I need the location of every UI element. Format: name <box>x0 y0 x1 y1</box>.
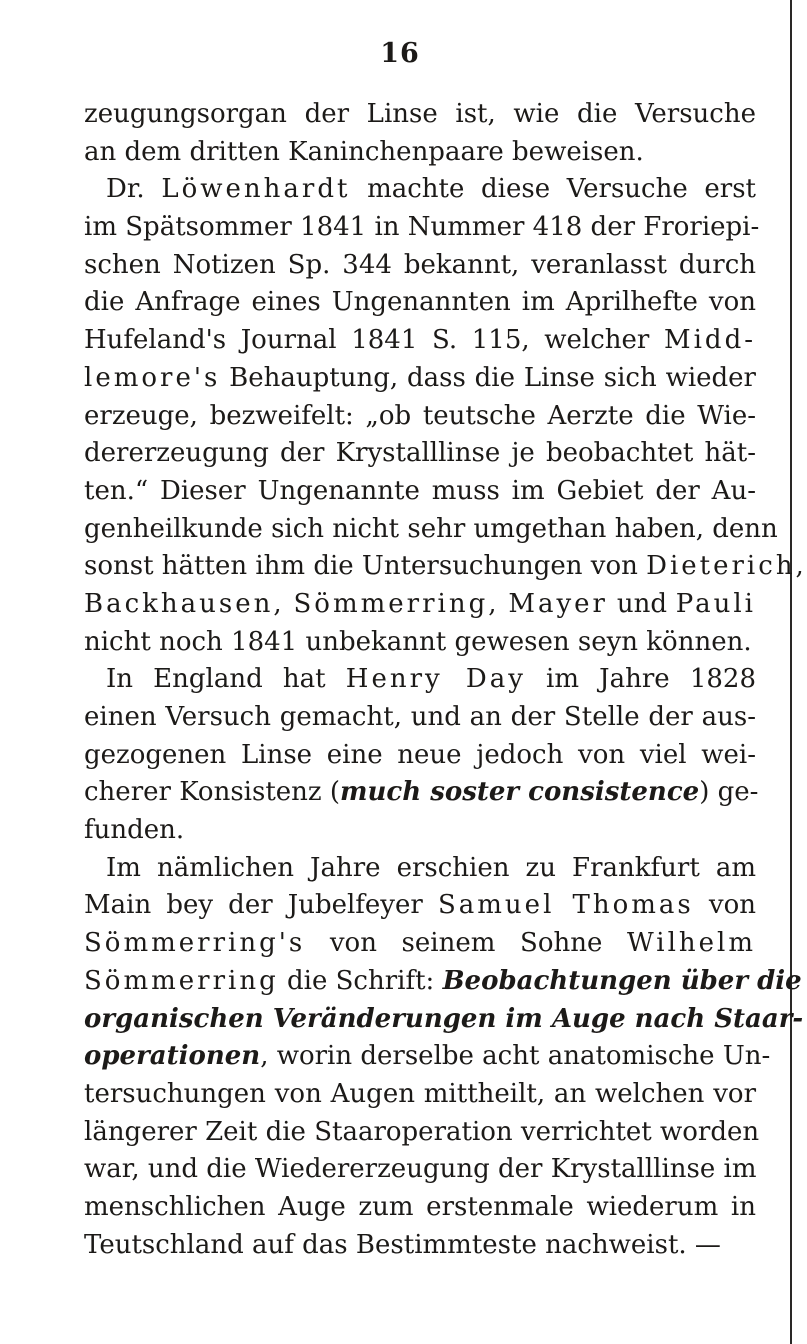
text-line <box>84 1038 771 1076</box>
text-run: In England hat <box>106 664 346 695</box>
text-run: von seinem Sohne <box>305 928 627 959</box>
text-line <box>84 925 756 963</box>
text-line <box>84 661 756 699</box>
text-line: im Spätsommer 1841 in Nummer 418 der Froriepi- <box>84 212 760 243</box>
text-line <box>84 887 756 925</box>
text-line <box>84 548 807 586</box>
text-run: cherer Konsistenz ( <box>84 777 341 808</box>
spaced-name: lemore's <box>84 362 221 393</box>
text-line: menschlichen Auge zum erstenmale wiederum in <box>84 1191 756 1222</box>
page-number: 16 <box>380 38 420 69</box>
text-line <box>84 963 802 1001</box>
page-edge-line <box>790 0 792 1344</box>
spaced-name: Midd- <box>663 325 756 356</box>
text-line <box>84 586 756 624</box>
text-line: ten.“ Dieser Ungenannte muss im Gebiet der Au- <box>84 475 756 506</box>
spaced-name: Dieterich, <box>646 551 807 582</box>
text-line: Teutschland auf das Bestimmteste nachweist. — <box>84 1229 721 1260</box>
text-line: erzeuge, bezweifelt: „ob teutsche Aerzte die Wie- <box>84 400 756 431</box>
text-run: von <box>693 890 756 921</box>
spaced-name: Wilhelm <box>627 928 756 959</box>
text-run: im Jahre 1828 <box>525 664 756 695</box>
spaced-name: Samuel Thomas <box>437 890 694 921</box>
spaced-name: Sömmerring <box>84 965 279 996</box>
spaced-name: Backhausen, <box>84 588 285 619</box>
text-line <box>84 360 756 398</box>
text-line: genheilkunde sich nicht sehr umgethan haben, denn <box>84 513 778 544</box>
text-run: ) ge- <box>699 777 759 808</box>
text-line <box>84 171 756 209</box>
text-line: die Anfrage eines Ungenannten im Aprilhefte von <box>84 287 756 318</box>
spaced-name: Mayer <box>508 588 608 619</box>
text-line: einen Versuch gemacht, und an der Stelle der aus- <box>84 702 756 732</box>
text-run: Hufeland's Journal 1841 S. 115, welcher <box>84 325 664 356</box>
text-line: Im nämlichen Jahre erschien zu Frankfurt am <box>106 852 756 883</box>
text-line: gezogenen Linse eine neue jedoch von viel wei- <box>84 739 756 770</box>
text-line <box>84 322 756 360</box>
text-line: tersuchungen von Augen mittheilt, an welchen vor <box>84 1078 756 1109</box>
italic-title: operationen <box>84 1041 261 1072</box>
text-line: funden. <box>84 815 185 846</box>
spaced-name: Henry Day <box>345 664 526 695</box>
spaced-name: Löwenhardt <box>161 174 351 205</box>
text-run: , worin derselbe acht anatomische Un- <box>260 1041 771 1072</box>
spaced-name: Sömmerring's <box>84 928 306 959</box>
text-line: nicht noch 1841 unbekannt gewesen seyn können. <box>84 626 752 657</box>
text-run: und <box>607 588 676 619</box>
text-line <box>84 774 759 812</box>
text-line <box>84 1001 804 1039</box>
text-line: zeugungsorgan der Linse ist, wie die Versuche <box>84 99 756 129</box>
italic-title: organischen Veränderungen im Auge nach Staar- <box>84 1003 804 1034</box>
text-run: sonst hätten ihm die Untersuchungen von <box>84 551 647 582</box>
spaced-name: Sömmerring, <box>293 588 500 619</box>
text-run <box>285 589 294 619</box>
italic-title: much soster consistence <box>340 777 700 808</box>
text-run: Dr. <box>106 174 162 205</box>
text-run: machte diese Versuche erst <box>350 174 756 205</box>
text-run: Behauptung, dass die Linse sich wieder <box>220 362 756 393</box>
text-line: längerer Zeit die Staaroperation verrichtet worden <box>84 1116 760 1147</box>
text-run: die Schrift: <box>278 965 443 996</box>
text-line: war, und die Wiedererzeugung der Krystalllinse im <box>84 1154 757 1185</box>
text-run: Main bey der Jubelfeyer <box>84 890 438 921</box>
text-line: schen Notizen Sp. 344 bekannt, veranlasst durch <box>84 249 756 280</box>
body-text <box>84 96 807 1264</box>
spaced-name: Pauli <box>675 588 756 619</box>
italic-title: Beobachtungen über die <box>442 965 802 996</box>
text-line: an dem dritten Kaninchenpaare beweisen. <box>84 136 644 167</box>
text-line: dererzeugung der Krystalllinse je beobachtet hät- <box>84 438 756 469</box>
